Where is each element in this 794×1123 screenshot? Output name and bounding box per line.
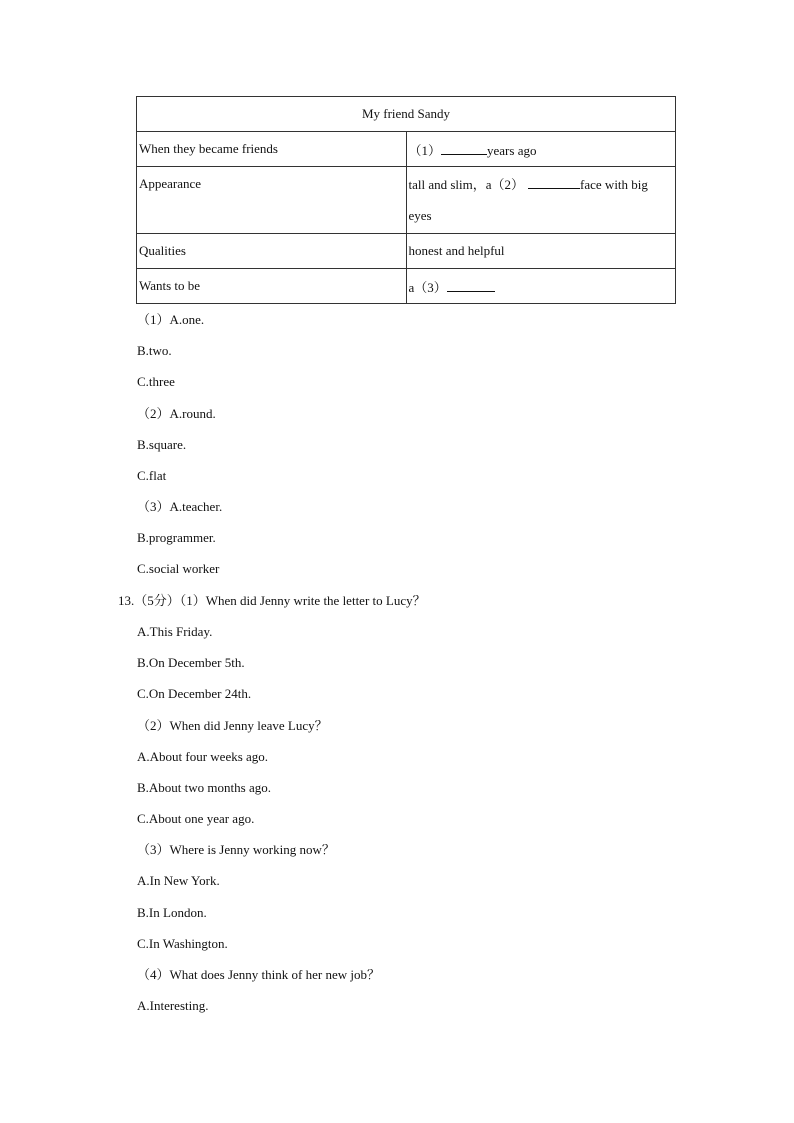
q13-4-question: （4）What does Jenny think of her new job？ xyxy=(137,967,380,982)
q3-option-a: （3）A.teacher. xyxy=(137,499,223,514)
q2-option-b: B.square. xyxy=(137,437,187,452)
q2-option-a: （2）A.round. xyxy=(137,406,216,421)
answer-blank xyxy=(447,279,495,292)
q1-option-a: （1）A.one. xyxy=(137,312,205,327)
row-value: （1） years ago xyxy=(406,132,676,167)
row-label: Qualities xyxy=(137,234,407,269)
q13-1-option-a: A.This Friday. xyxy=(137,624,213,639)
q13-3-option-b: B.In London. xyxy=(137,905,207,920)
table-row xyxy=(137,167,676,234)
q13-2-question: （2）When did Jenny leave Lucy？ xyxy=(137,718,328,733)
row-value: honest and helpful xyxy=(406,234,676,269)
friend-info-table xyxy=(136,96,676,304)
q13-3-question: （3）Where is Jenny working now？ xyxy=(137,842,335,857)
row-value: tall and slim，a（2） face with big eyes xyxy=(406,167,676,234)
q3-option-c: C.social worker xyxy=(137,561,220,576)
q13-1-option-c: C.On December 24th. xyxy=(137,686,252,701)
q3-option-b: B.programmer. xyxy=(137,530,216,545)
answer-blank xyxy=(528,176,580,189)
q2-option-c: C.flat xyxy=(137,468,167,483)
q13-3-option-a: A.In New York. xyxy=(137,873,220,888)
row-value: a（3） xyxy=(406,269,676,304)
table-title: My friend Sandy xyxy=(137,97,676,132)
table-row xyxy=(137,234,676,269)
answer-blank xyxy=(441,142,487,155)
q13-2-option-b: B.About two months ago. xyxy=(137,780,271,795)
question-13-header: 13.（5分）（1）When did Jenny write the letter to Lucy？ xyxy=(118,593,426,608)
q13-2-option-a: A.About four weeks ago. xyxy=(137,749,269,764)
q13-1-option-b: B.On December 5th. xyxy=(137,655,245,670)
q13-4-option-a: A.Interesting. xyxy=(137,998,209,1013)
q1-option-b: B.two. xyxy=(137,343,172,358)
table-row xyxy=(137,132,676,167)
row-label: Appearance xyxy=(137,167,407,234)
q13-3-option-c: C.In Washington. xyxy=(137,936,228,951)
row-label: When they became friends xyxy=(137,132,407,167)
q13-2-option-c: C.About one year ago. xyxy=(137,811,255,826)
table-row xyxy=(137,269,676,304)
q1-option-c: C.three xyxy=(137,374,175,389)
row-label: Wants to be xyxy=(137,269,407,304)
